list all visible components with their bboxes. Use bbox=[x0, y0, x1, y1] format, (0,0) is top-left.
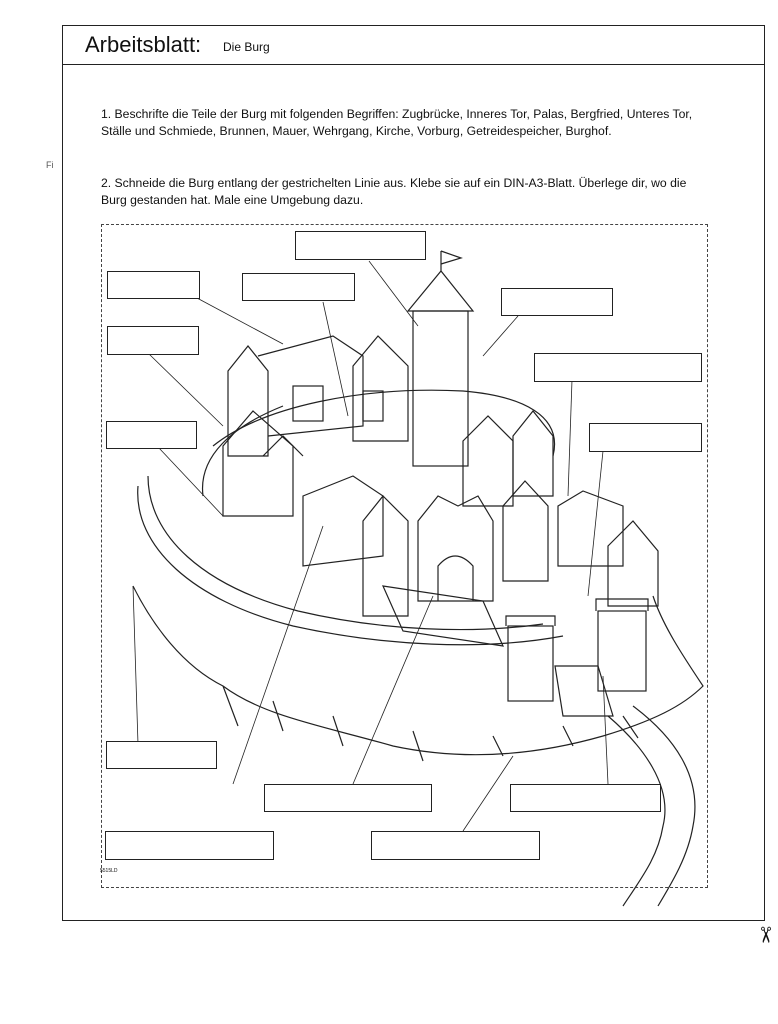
task-1-text: 1. Beschrifte die Teile der Burg mit folgenden Begriffen: Zugbrücke, Inneres Tor, Palas, Bergfried, Unteres Tor, Ställe und Schmiede, Brunnen, Mauer, Wehrgang, Kirche, Vorburg, Getreidespeicher, Burghof. bbox=[101, 107, 693, 138]
document-code: 5515LD bbox=[100, 868, 118, 874]
label-box-3[interactable] bbox=[242, 273, 355, 301]
label-box-5[interactable] bbox=[107, 326, 199, 355]
label-box-10[interactable] bbox=[264, 784, 432, 812]
label-box-2[interactable] bbox=[107, 271, 200, 299]
task-2-text: 2. Schneide die Burg entlang der gestrichelten Linie aus. Klebe sie auf ein DIN-A3-Blatt. Überlege dir, wo die Burg gestanden hat. Male eine Umgebung dazu. bbox=[101, 176, 687, 207]
label-box-9[interactable] bbox=[106, 741, 217, 769]
label-box-1[interactable] bbox=[295, 231, 426, 260]
label-box-6[interactable] bbox=[534, 353, 702, 382]
label-box-7[interactable] bbox=[106, 421, 197, 449]
scissors-icon: ✂ bbox=[753, 925, 778, 945]
worksheet bbox=[62, 25, 778, 945]
label-box-8[interactable] bbox=[589, 423, 702, 452]
worksheet-subtitle: Die Burg bbox=[223, 40, 270, 54]
label-box-13[interactable] bbox=[371, 831, 540, 860]
label-box-11[interactable] bbox=[510, 784, 661, 812]
label-box-12[interactable] bbox=[105, 831, 274, 860]
label-box-4[interactable] bbox=[501, 288, 613, 316]
worksheet-title: Arbeitsblatt: bbox=[85, 32, 202, 57]
margin-mark: Fi bbox=[46, 160, 54, 170]
